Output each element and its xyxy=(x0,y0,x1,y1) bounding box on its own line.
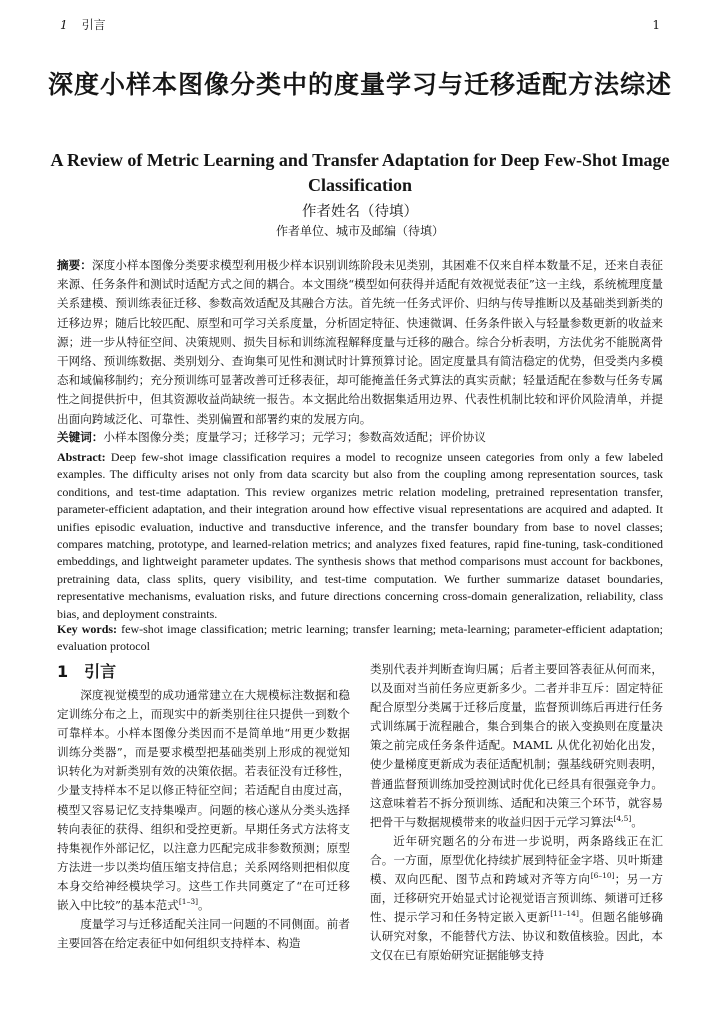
section-number: 1 xyxy=(57,662,69,681)
keywords-english xyxy=(57,621,663,656)
abstract-chinese-label: 摘要： xyxy=(57,258,92,272)
intro-paragraph-3: 近年研究题名的分布进一步说明，两条路线正在汇合。一方面，原型优化持续扩展到特征金字塔、贝叶斯建模、双向匹配、图节点和跨域对齐等方向[6–10]；另一方面，迁移研究开始显式讨论视觉语言预训练、频谱可迁移性、提示学习和任务特定嵌入更新[11–14]。但题名能够确认研究对象，不能替代方法、协议和数值核验。因此，本文仅在已有原始研究证据能够支持 xyxy=(370,833,663,963)
keywords-english-text: few-shot image classification; metric learning; transfer learning; meta-learning; parameter-efficient adaptation; evaluation protocol xyxy=(57,622,663,654)
citation: [1–3] xyxy=(178,897,199,907)
abstract-chinese xyxy=(57,256,663,429)
body-column-right xyxy=(370,660,663,966)
abstract-english-text: Deep few-shot image classification requires a model to recognize unseen categories from only a few labeled examples. The difficulty arises not only from data scarcity but also from the coupling among representation sources, task conditions, and test-time adaptation. This review organizes metric relation modeling, pretrained representation transfer, parameter-efficient adaptation, and their integration around how effective visual representations are acquired and adapted. It unifies episodic evaluation, inductive and transductive inference, and the transfer boundary from base to novel classes; compares matching, prototype, and learned-relation metrics; and analyzes fixed features, rapid fine-tuning, task-conditioned embeddings, and lightweight parameter updates. The synthesis shows that method comparisons must account for backbones, pretraining data, class splits, query visibility, and test-time computation. We further summarize dataset boundaries, representative mechanisms, evaluation risks, and future directions concerning cross-domain generalization, reliability, class bias, and deployment constraints. xyxy=(57,450,663,621)
title-english: A Review of Metric Learning and Transfer Adaptation for Deep Few-Shot Image Classification xyxy=(50,150,670,195)
author-affiliation: 作者单位、城市及邮编（待填） xyxy=(275,224,444,238)
running-header-section-number: 1 xyxy=(60,18,68,32)
title-chinese: 深度小样本图像分类中的度量学习与迁移适配方法综述 xyxy=(47,70,672,99)
abstract-chinese-text: 深度小样本图像分类要求模型利用极少样本识别训练阶段未见类别，其困难不仅来自样本数量不足，还来自表征来源、任务条件和测试时适配方式之间的耦合。本文围绕“模型如何获得并适配有效视觉表征”这一主线，系统梳理度量关系建模、预训练表征迁移、参数高效适配及其融合方法。首先统一任务式评价、归纳与传导推断以及基础类到新类的迁移边界；随后比较匹配、原型和可学习关系度量，分析固定特征、快速微调、任务条件嵌入与轻量参数更新的收益来源；进一步从特征空间、决策规则、损失目标和训练流程解释度量与迁移的融合。综合分析表明，方法优劣不能脱离骨干网络、预训练数据、类别划分、查询集可见性和测试时计算预算讨论。固定度量具有简洁稳定的优势，但受类内多模态和域偏移制约；充分预训练可显著改善可迁移表征，却可能掩盖任务式算法的真实贡献；轻量适配在参数与任务专属性之间提供折中，但其资源收益尚缺统一报告。本文据此给出数据集适用边界、代表性机制比较和评价风险清单，并提出面向跨域泛化、可靠性、类别偏置和部署约束的发展方向。 xyxy=(57,258,664,426)
running-header xyxy=(60,16,660,34)
citation: [6–10] xyxy=(590,871,615,881)
intro-paragraph-2-continued: 类别代表并判断查询归属；后者主要回答表征从何而来，以及面对当前任务应更新多少。二者并非互斥：固定特征配合原型分类属于迁移后度量，监督预训练后再进行任务式训练属于流程融合，集合到集合的嵌入变换则在度量决策之前完成任务条件适配。MAML 从优化初始化出发，使少量梯度更新成为表征适配机制；强基线研究则表明，普通监督预训练加受控测试时优化已经具有很强竞争力。这意味着若不拆分预训练、适配和决策三个环节，就容易把骨干与数据规模带来的收益归因于元学习算法[4,5]。 xyxy=(370,662,663,829)
citation: [11–14] xyxy=(550,909,579,919)
abstract-english-label: Abstract: xyxy=(57,450,106,464)
keywords-chinese xyxy=(57,428,663,446)
keywords-chinese-label: 关键词： xyxy=(57,430,104,444)
section-title: 引言 xyxy=(84,662,117,681)
page-number: 1 xyxy=(652,18,660,32)
abstract-english xyxy=(57,449,663,623)
author-name: 作者姓名（待填） xyxy=(302,204,418,220)
intro-paragraph-1: 深度视觉模型的成功通常建立在大规模标注数据和稳定训练分布之上，而现实中的新类别往往只提供一到数个可靠样本。小样本图像分类因而不是简单地“用更少数据训练分类器”，而是要求模型把基础类别上形成的视觉知识转化为对新类别有效的决策依据。若表征没有迁移性，少量支持样本不足以修正特征空间；若适配自由度过高，模型又容易记忆支持集噪声。问题的核心遂从分类头选择转向表征的获得、组织和受控更新。早期任务式方法将支持集视作外部记忆，以注意力匹配完成非参数预测；原型方法进一步以类均值压缩支持信息；关系网络则把相似度本身交给神经模块学习。这些工作共同奠定了“在可迁移嵌入中比较”的基本范式[1–3]。 xyxy=(57,688,350,913)
running-header-section-title: 引言 xyxy=(81,18,106,32)
citation: [4,5] xyxy=(613,813,632,823)
section-heading-introduction xyxy=(57,660,116,684)
keywords-english-label: Key words: xyxy=(57,622,118,636)
intro-paragraph-2-start: 度量学习与迁移适配关注同一问题的不同侧面。前者主要回答在给定表征中如何组织支持样本、构造 xyxy=(57,917,350,951)
body-column-left xyxy=(57,686,350,953)
keywords-chinese-text: 小样本图像分类；度量学习；迁移学习；元学习；参数高效适配；评价协议 xyxy=(103,430,486,444)
